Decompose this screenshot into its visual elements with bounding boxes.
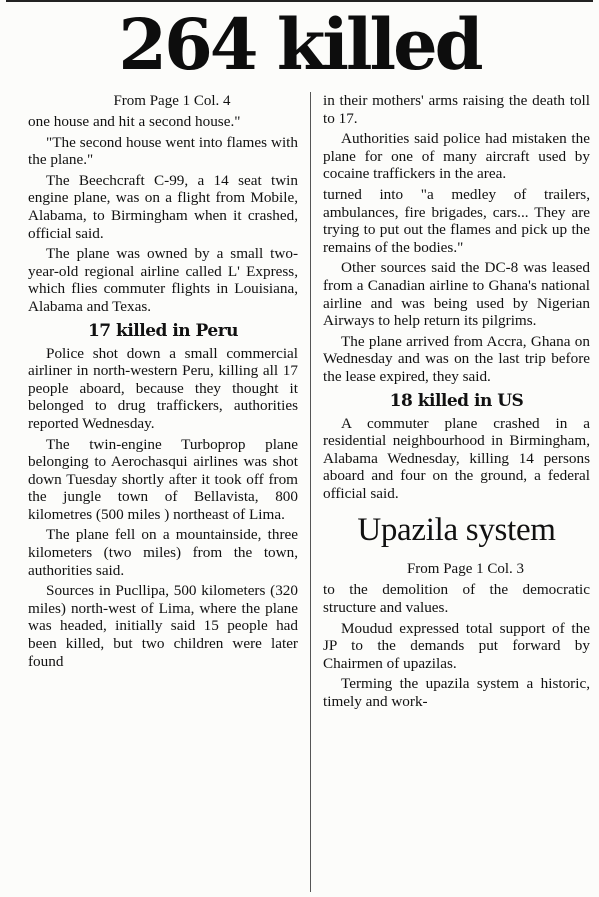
paragraph: turned into "a medley of trailers, ambulances, fire brigades, cars... They are trying to put out the flames and pick up the remains of the bodies.": [323, 185, 590, 256]
headline-upazila: Upazila system: [357, 512, 556, 549]
page-headline: 264 killed: [118, 3, 481, 86]
paragraph: Police shot down a small commercial airliner in north-western Peru, killing all 17 people aboard, because they thought it belonged to drug traffickers, authorities reported Wednesday.: [28, 344, 298, 432]
paragraph: "The second house went into flames with the plane.": [28, 133, 298, 169]
paragraph: in their mothers' arms raising the death toll to 17.: [323, 92, 590, 127]
dateline: From Page 1 Col. 3: [406, 561, 525, 578]
paragraph: The plane fell on a mountainside, three kilometers (two miles) from the town, authorities said.: [28, 526, 298, 579]
paragraph: Sources in Pucllipa, 500 kilometers (320 miles) north-west of Lima, where the plane was headed, initially said 15 people had been killed, but two children were later found: [28, 582, 298, 670]
column-right: [323, 92, 590, 714]
paragraph: one house and hit a second house.": [28, 113, 241, 130]
dateline: From Page 1 Col. 4: [113, 93, 231, 109]
paragraph: The plane arrived from Accra, Ghana on Wednesday and was on the last trip before the lease expired, they said.: [323, 332, 590, 385]
paragraph: The twin-engine Turboprop plane belonging to Aerochasqui airlines was shot down Tuesday shortly after it took off from the jungle town of Bellavista, 800 kilometres (500 miles ) northeast of Lima.: [28, 435, 298, 523]
paragraph: Authorities said police had mistaken the plane for one of many aircraft used by cocaine traffickers in the area.: [323, 130, 590, 183]
subhead-peru: 17 killed in Peru: [87, 320, 239, 341]
paragraph: Terming the upazila system a historic, timely and work-: [323, 675, 590, 711]
paragraph: The Beechcraft C-99, a 14 seat twin engine plane, was on a flight from Mobile, Alabama, to Birmingham when it crashed, official said.: [28, 171, 298, 242]
paragraph: Moudud expressed total support of the JP to the demands put forward by Chairmen of upazilas.: [323, 619, 590, 672]
paragraph: Other sources said the DC-8 was leased from a Canadian airline to Ghana's national airline and was being used by Nigerian Airways to help return its pilgrims.: [323, 259, 590, 330]
column-left: [28, 92, 298, 673]
paragraph: The plane was owned by a small two-year-old regional airline called L' Express, which flies commuter flights in Louisiana, Alabama and Texas.: [28, 245, 298, 315]
column-divider: [310, 92, 311, 892]
paragraph: A commuter plane crashed in a residential neighbourhood in Birmingham, Alabama Wednesday, killing 14 persons aboard and four on the ground, a federal official said.: [323, 414, 590, 502]
subhead-us: 18 killed in US: [389, 390, 524, 411]
paragraph: to the demolition of the democratic structure and values.: [323, 581, 590, 617]
